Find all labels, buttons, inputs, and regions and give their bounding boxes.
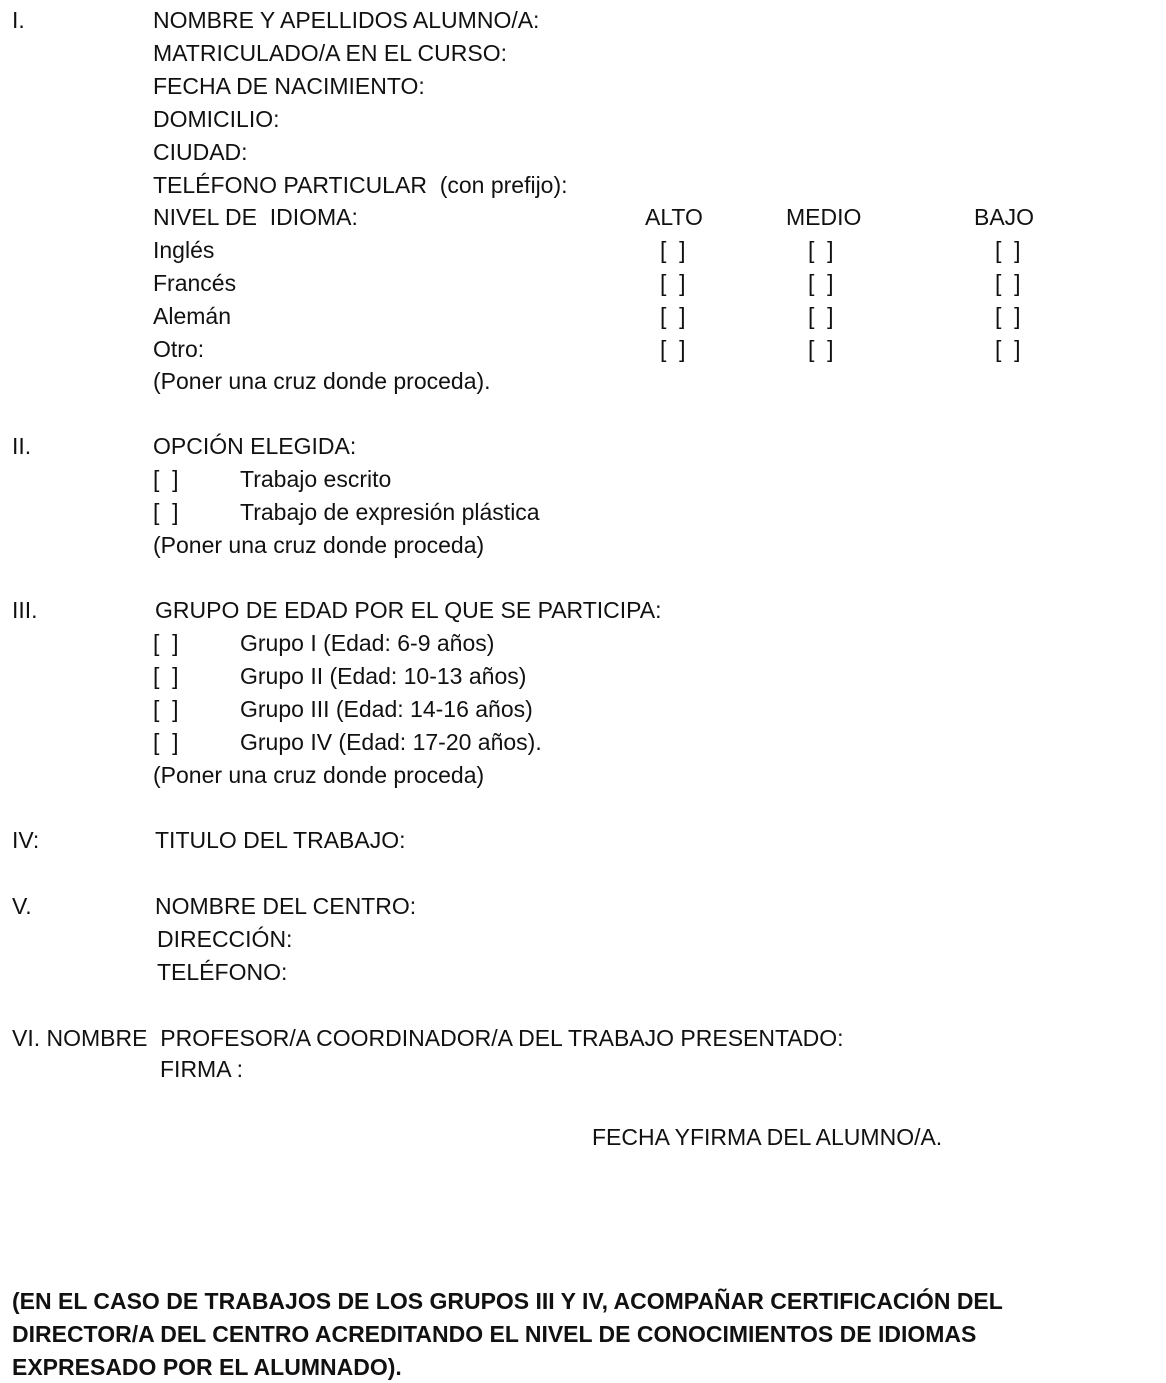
section-1-number: I. xyxy=(12,7,25,33)
german-medio-checkbox[interactable]: [ ] xyxy=(808,303,834,329)
other-medio-checkbox[interactable]: [ ] xyxy=(808,336,834,362)
group-3-label: Grupo III (Edad: 14-16 años) xyxy=(240,696,533,722)
section-1-note: (Poner una cruz donde proceda). xyxy=(153,368,491,394)
group-4-label: Grupo IV (Edad: 17-20 años). xyxy=(240,729,542,755)
address-label: DOMICILIO: xyxy=(153,106,280,132)
birth-date-label: FECHA DE NACIMIENTO: xyxy=(153,73,425,99)
group-4-checkbox[interactable]: [ ] xyxy=(153,729,179,755)
language-other: Otro: xyxy=(153,336,205,362)
student-name-label: NOMBRE Y APELLIDOS ALUMNO/A: xyxy=(153,7,540,33)
english-bajo-checkbox[interactable]: [ ] xyxy=(995,237,1021,263)
plastic-work-label: Trabajo de expresión plástica xyxy=(240,499,540,525)
french-medio-checkbox[interactable]: [ ] xyxy=(808,270,834,296)
german-bajo-checkbox[interactable]: [ ] xyxy=(995,303,1021,329)
english-alto-checkbox[interactable]: [ ] xyxy=(660,237,686,263)
city-label: CIUDAD: xyxy=(153,139,248,165)
english-medio-checkbox[interactable]: [ ] xyxy=(808,237,834,263)
level-medio-header: MEDIO xyxy=(786,204,862,230)
german-alto-checkbox[interactable]: [ ] xyxy=(660,303,686,329)
group-3-checkbox[interactable]: [ ] xyxy=(153,696,179,722)
group-1-checkbox[interactable]: [ ] xyxy=(153,630,179,656)
section-3-number: III. xyxy=(12,597,38,623)
section-2-number: II. xyxy=(12,433,32,459)
coordinator-signature-label: FIRMA : xyxy=(160,1056,244,1082)
level-alto-header: ALTO xyxy=(645,204,703,230)
level-bajo-header: BAJO xyxy=(974,204,1035,230)
footer-note-line-2: DIRECTOR/A DEL CENTRO ACREDITANDO EL NIVEL DE CONOCIMIENTOS DE IDIOMAS xyxy=(12,1321,977,1347)
footer-note-line-1: (EN EL CASO DE TRABAJOS DE LOS GRUPOS III Y IV, ACOMPAÑAR CERTIFICACIÓN DEL xyxy=(12,1288,1003,1314)
school-phone-label: TELÉFONO: xyxy=(157,959,288,985)
school-name-label: NOMBRE DEL CENTRO: xyxy=(155,893,417,919)
footer-note-line-3: EXPRESADO POR EL ALUMNADO). xyxy=(12,1354,402,1380)
student-signature-label: FECHA YFIRMA DEL ALUMNO/A. xyxy=(592,1124,943,1150)
written-work-checkbox[interactable]: [ ] xyxy=(153,466,179,492)
option-chosen-title: OPCIÓN ELEGIDA: xyxy=(153,433,357,459)
language-english: Inglés xyxy=(153,237,215,263)
french-bajo-checkbox[interactable]: [ ] xyxy=(995,270,1021,296)
section-4-number: IV: xyxy=(12,827,40,853)
language-level-header: NIVEL DE IDIOMA: xyxy=(153,204,358,230)
language-german: Alemán xyxy=(153,303,231,329)
coordinator-label: VI. NOMBRE PROFESOR/A COORDINADOR/A DEL TRABAJO PRESENTADO: xyxy=(12,1025,844,1051)
group-2-checkbox[interactable]: [ ] xyxy=(153,663,179,689)
phone-label: TELÉFONO PARTICULAR (con prefijo): xyxy=(153,172,568,198)
other-bajo-checkbox[interactable]: [ ] xyxy=(995,336,1021,362)
school-address-label: DIRECCIÓN: xyxy=(157,926,293,952)
work-title-label: TITULO DEL TRABAJO: xyxy=(155,827,406,853)
french-alto-checkbox[interactable]: [ ] xyxy=(660,270,686,296)
other-alto-checkbox[interactable]: [ ] xyxy=(660,336,686,362)
group-2-label: Grupo II (Edad: 10-13 años) xyxy=(240,663,527,689)
section-5-number: V. xyxy=(12,893,32,919)
plastic-work-checkbox[interactable]: [ ] xyxy=(153,499,179,525)
group-1-label: Grupo I (Edad: 6-9 años) xyxy=(240,630,495,656)
section-2-note: (Poner una cruz donde proceda) xyxy=(153,532,485,558)
age-group-title: GRUPO DE EDAD POR EL QUE SE PARTICIPA: xyxy=(155,597,662,623)
written-work-label: Trabajo escrito xyxy=(240,466,392,492)
section-3-note: (Poner una cruz donde proceda) xyxy=(153,762,485,788)
enrolled-course-label: MATRICULADO/A EN EL CURSO: xyxy=(153,40,508,66)
language-french: Francés xyxy=(153,270,237,296)
